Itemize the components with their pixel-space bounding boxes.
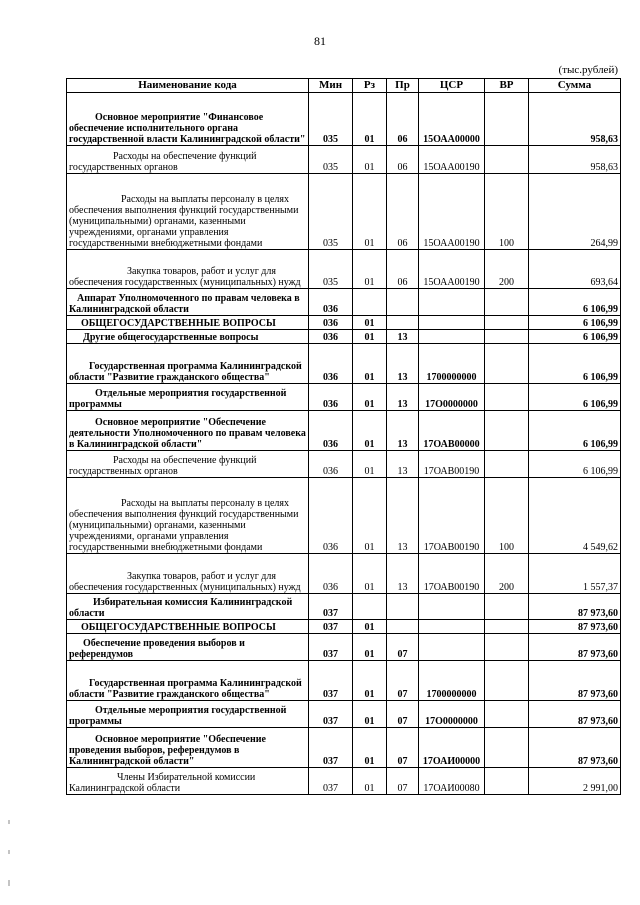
row-name: Основное мероприятие "Финансовое обеспечение исполнительного органа государственной власти Калининградской области": [67, 93, 309, 146]
table-row: [67, 554, 621, 594]
row-vr: 200: [485, 250, 529, 289]
row-pr: [387, 289, 419, 316]
row-sum: 2 991,00: [529, 768, 621, 795]
row-csr: 1700000000: [419, 344, 485, 384]
row-vr: 100: [485, 478, 529, 554]
row-name: ОБЩЕГОСУДАРСТВЕННЫЕ ВОПРОСЫ: [67, 316, 309, 330]
row-csr: 1700000000: [419, 661, 485, 701]
row-pr: [387, 620, 419, 634]
row-rz: 01: [353, 250, 387, 289]
row-name: Расходы на обеспечение функций государственных органов: [67, 451, 309, 478]
row-rz: 01: [353, 344, 387, 384]
table-row: [67, 174, 621, 250]
row-sum: 6 106,99: [529, 316, 621, 330]
row-min: 037: [309, 768, 353, 795]
row-pr: 06: [387, 146, 419, 174]
row-vr: [485, 768, 529, 795]
row-sum: 87 973,60: [529, 594, 621, 620]
row-min: 036: [309, 384, 353, 411]
row-name: Аппарат Уполномоченного по правам человека в Калининградской области: [67, 289, 309, 316]
row-sum: 87 973,60: [529, 661, 621, 701]
row-sum: 693,64: [529, 250, 621, 289]
row-rz: [353, 594, 387, 620]
row-vr: [485, 330, 529, 344]
table-row: [67, 316, 621, 330]
row-min: 037: [309, 594, 353, 620]
row-name: Расходы на обеспечение функций государственных органов: [67, 146, 309, 174]
row-sum: 4 549,62: [529, 478, 621, 554]
row-csr: [419, 594, 485, 620]
col-header-min: Мин: [309, 79, 353, 93]
row-vr: [485, 620, 529, 634]
row-min: 037: [309, 701, 353, 728]
row-vr: [485, 594, 529, 620]
row-min: 036: [309, 316, 353, 330]
row-name: Члены Избирательной комиссии Калининградской области: [67, 768, 309, 795]
row-sum: 6 106,99: [529, 330, 621, 344]
row-name: Другие общегосударственные вопросы: [67, 330, 309, 344]
row-vr: [485, 316, 529, 330]
row-min: 035: [309, 174, 353, 250]
row-name: Основное мероприятие "Обеспечение деятельности Уполномоченного по правам человека в Калининградской области": [67, 411, 309, 451]
row-vr: [485, 634, 529, 661]
table-header-row: [67, 79, 621, 93]
row-rz: 01: [353, 93, 387, 146]
row-rz: 01: [353, 701, 387, 728]
row-vr: [485, 93, 529, 146]
table-row: [67, 330, 621, 344]
row-pr: 13: [387, 478, 419, 554]
row-rz: 01: [353, 174, 387, 250]
table-row: [67, 451, 621, 478]
row-csr: 17ОАВ00190: [419, 478, 485, 554]
row-sum: 6 106,99: [529, 344, 621, 384]
row-vr: [485, 289, 529, 316]
row-name: Основное мероприятие "Обеспечение проведения выборов, референдумов в Калининградской области": [67, 728, 309, 768]
row-pr: [387, 594, 419, 620]
row-name: Государственная программа Калининградской области "Развитие гражданского общества": [67, 344, 309, 384]
row-vr: [485, 728, 529, 768]
row-csr: 17ОАВ00000: [419, 411, 485, 451]
table-row: [67, 478, 621, 554]
row-csr: 17ОАВ00190: [419, 451, 485, 478]
row-vr: 200: [485, 554, 529, 594]
row-vr: [485, 411, 529, 451]
row-pr: 13: [387, 554, 419, 594]
row-rz: 01: [353, 768, 387, 795]
row-vr: [485, 384, 529, 411]
row-sum: 87 973,60: [529, 620, 621, 634]
row-min: 035: [309, 250, 353, 289]
row-pr: 13: [387, 330, 419, 344]
row-rz: 01: [353, 330, 387, 344]
budget-table: [66, 78, 621, 795]
row-csr: [419, 634, 485, 661]
row-csr: [419, 289, 485, 316]
table-row: [67, 250, 621, 289]
row-sum: 6 106,99: [529, 411, 621, 451]
row-csr: 15ОАА00190: [419, 146, 485, 174]
col-header-vr: ВР: [485, 79, 529, 93]
table-row: [67, 344, 621, 384]
row-sum: 87 973,60: [529, 634, 621, 661]
page-number: 81: [314, 34, 326, 48]
row-rz: 01: [353, 478, 387, 554]
table-row: [67, 146, 621, 174]
row-rz: 01: [353, 554, 387, 594]
row-min: 037: [309, 634, 353, 661]
row-pr: 07: [387, 768, 419, 795]
row-vr: [485, 344, 529, 384]
row-sum: 264,99: [529, 174, 621, 250]
row-rz: 01: [353, 634, 387, 661]
row-rz: [353, 289, 387, 316]
row-pr: 06: [387, 93, 419, 146]
table-row: [67, 594, 621, 620]
row-rz: 01: [353, 411, 387, 451]
row-csr: [419, 316, 485, 330]
table-row: [67, 93, 621, 146]
row-min: 037: [309, 728, 353, 768]
row-min: 037: [309, 620, 353, 634]
row-name: ОБЩЕГОСУДАРСТВЕННЫЕ ВОПРОСЫ: [67, 620, 309, 634]
row-csr: 15ОАА00190: [419, 250, 485, 289]
row-name: Обеспечение проведения выборов и референдумов: [67, 634, 309, 661]
row-sum: 87 973,60: [529, 728, 621, 768]
units-label: (тыс.рублей): [558, 64, 618, 76]
row-vr: [485, 661, 529, 701]
row-csr: 17О0000000: [419, 384, 485, 411]
row-sum: 6 106,99: [529, 451, 621, 478]
row-min: 037: [309, 661, 353, 701]
row-rz: 01: [353, 384, 387, 411]
row-sum: 87 973,60: [529, 701, 621, 728]
row-rz: 01: [353, 146, 387, 174]
row-csr: 17ОАВ00190: [419, 554, 485, 594]
row-csr: [419, 620, 485, 634]
row-min: 036: [309, 330, 353, 344]
row-min: 035: [309, 146, 353, 174]
col-header-sum: Сумма: [529, 79, 621, 93]
table-row: [67, 634, 621, 661]
row-name: Государственная программа Калининградской области "Развитие гражданского общества": [67, 661, 309, 701]
row-pr: 13: [387, 384, 419, 411]
col-header-rz: Рз: [353, 79, 387, 93]
row-name: Отдельные мероприятия государственной программы: [67, 384, 309, 411]
row-sum: 6 106,99: [529, 289, 621, 316]
row-csr: 15ОАА00190: [419, 174, 485, 250]
row-rz: 01: [353, 451, 387, 478]
row-min: 036: [309, 289, 353, 316]
row-csr: 17ОАИ00080: [419, 768, 485, 795]
row-pr: 13: [387, 451, 419, 478]
row-vr: [485, 146, 529, 174]
row-min: 036: [309, 344, 353, 384]
col-header-name: Наименование кода: [67, 79, 309, 93]
col-header-csr: ЦСР: [419, 79, 485, 93]
table-row: [67, 289, 621, 316]
row-name: Избирательная комиссия Калининградской области: [67, 594, 309, 620]
row-sum: 958,63: [529, 146, 621, 174]
row-pr: 07: [387, 728, 419, 768]
table-row: [67, 384, 621, 411]
row-min: 036: [309, 451, 353, 478]
row-rz: 01: [353, 661, 387, 701]
row-name: Расходы на выплаты персоналу в целях обеспечения выполнения функций государственными (муниципальными) органами, казенными учреждениями, органами управления государственными внебюджетными фондами: [67, 478, 309, 554]
row-pr: 06: [387, 250, 419, 289]
row-min: 036: [309, 411, 353, 451]
table-row: [67, 728, 621, 768]
row-csr: 17О0000000: [419, 701, 485, 728]
row-sum: 958,63: [529, 93, 621, 146]
table-row: [67, 411, 621, 451]
row-csr: 15ОАА00000: [419, 93, 485, 146]
table-row: [67, 661, 621, 701]
row-min: 036: [309, 478, 353, 554]
row-sum: 6 106,99: [529, 384, 621, 411]
row-pr: 13: [387, 344, 419, 384]
row-csr: [419, 330, 485, 344]
scan-margin-marks: [4, 820, 14, 900]
table-row: [67, 620, 621, 634]
row-name: Отдельные мероприятия государственной программы: [67, 701, 309, 728]
row-pr: 07: [387, 634, 419, 661]
row-pr: 07: [387, 701, 419, 728]
row-min: 035: [309, 93, 353, 146]
row-pr: 06: [387, 174, 419, 250]
table-row: [67, 701, 621, 728]
row-vr: 100: [485, 174, 529, 250]
row-name: Закупка товаров, работ и услуг для обеспечения государственных (муниципальных) нужд: [67, 250, 309, 289]
row-min: 036: [309, 554, 353, 594]
row-sum: 1 557,37: [529, 554, 621, 594]
row-pr: [387, 316, 419, 330]
col-header-pr: Пр: [387, 79, 419, 93]
row-vr: [485, 451, 529, 478]
row-vr: [485, 701, 529, 728]
row-pr: 07: [387, 661, 419, 701]
row-name: Расходы на выплаты персоналу в целях обеспечения выполнения функций государственными (муниципальными) органами, казенными учреждениями, органами управления государственными внебюджетными фондами: [67, 174, 309, 250]
row-csr: 17ОАИ00000: [419, 728, 485, 768]
row-name: Закупка товаров, работ и услуг для обеспечения государственных (муниципальных) нужд: [67, 554, 309, 594]
row-rz: 01: [353, 728, 387, 768]
row-pr: 13: [387, 411, 419, 451]
row-rz: 01: [353, 620, 387, 634]
row-rz: 01: [353, 316, 387, 330]
table-row: [67, 768, 621, 795]
